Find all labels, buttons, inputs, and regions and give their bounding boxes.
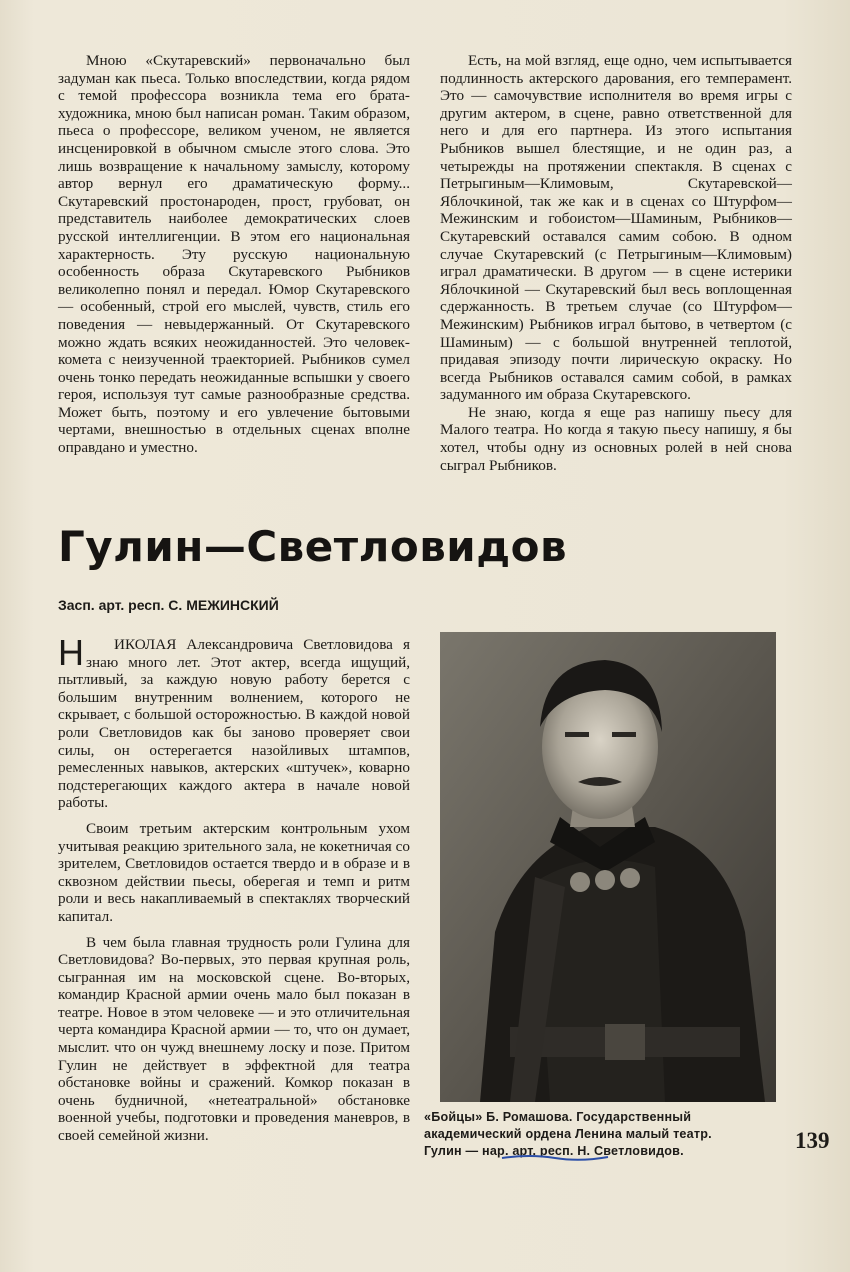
caption-line-3: Гулин — нар. арт. респ. Н. Светловидов. <box>424 1144 684 1158</box>
caption-line-2: академический ордена Ленина малый театр. <box>424 1127 712 1141</box>
paragraph: Своим третьим актерским контрольным ухом учитывая реакцию зрительного зала, не кокетничая со зрителем, Светловидов остается твердо и в образе и в сквозном действии пьесы, оберегая и темп и ритм роли и весь накапливаемый в спектаклях творческий капитал. <box>58 819 410 925</box>
pen-underline-mark <box>500 1152 610 1164</box>
article-headline: Гулин—Светловидов <box>58 522 568 571</box>
article-byline: Засп. арт. респ. С. МЕЖИНСКИЙ <box>58 597 279 613</box>
first-paragraph <box>58 632 410 812</box>
first-paragraph-text: ИКОЛАЯ Александровича Светловидова я знаю много лет. Этот актер, всегда ищущий, пытливый, за каждую новую работу берется с большим внутренним волнением, которого не скрывает, с большой осторожностью. В каждой новой роли Светловидов как бы заново проверяет свои силы, он остерегается назойливых штампов, ремесленных навыков, актерских «штучек», коварно подстерегающих каждого актера в начале новой работы. <box>58 636 410 812</box>
top-left-column <box>58 52 410 457</box>
page-number: 139 <box>795 1128 830 1153</box>
portrait-illustration <box>440 632 776 1102</box>
article-body <box>58 632 410 1145</box>
paragraph: Мною «Скутаревский» первоначально был задуман как пьеса. Только впоследствии, когда рядом с темой профессора возникла тема его брата-художника, мною был написан роман. Таким образом, пьеса о профессоре, великом ученом, не является инсценировкой в обычном смысле этого слова. Это лишь возвращение к начальному замыслу, которому автор вернул его драматическую форму... Скутаревский простонароден, прост, грубоват, он представитель наиболее демократических слоев русской интеллигенции. В этом его национальная характерность. Эту русскую национальную особенность образа Скутаревского Рыбников великолепно понял и передал. Юмор Скутаревского — особенный, строй его мыслей, чувств, стиль его поведения — невыдержанный. От Скутаревского можно ждать всяких неожиданностей. Это человек-комета с неизученной траекторией. Рыбников сумел очень тонко передать неожиданные вспышки у своего героя, используя тут самые разнообразные средства. Может быть, поэтому и его увлечение бытовыми чертами, внешностью в отдельных сценах вполне оправдано и уместно. <box>58 52 410 457</box>
paragraph: В чем была главная трудность роли Гулина для Светловидова? Во-первых, это первая крупная роль, сыгранная им на московской сцене. Во-вторых, командир Красной армии очень мало был показан в театре. Новое в этом человеке — и это отличительная черта командира Красной армии — то, что он думает, мыслит. что он чужд внешнему лоску и позе. Притом Гулин не действует в эффектной для театра обстановке войны и сражений. Комкор показан в очень будничной, «нетеатральной» обстановке военной учебы, подготовки и проведения маневров, в своей семейной жизни. <box>58 933 410 1145</box>
actor-portrait-photo <box>440 632 776 1102</box>
paragraph: Есть, на мой взгляд, еще одно, чем испытывается подлинность актерского дарования, его темперамент. Это — самочувствие исполнителя во время игры с другим актером, в сцене, равно ответственной для него и для его партнера. Из этого испытания Рыбников вышел блестящие, и не один раз, а четырежды на протяжении спектакля. В сценах с Петрыгиным—Климовым, Скутаревской—Яблочкиной, так же как и в сценах со Штурфом—Межинским и гобоистом—Шаминым, Рыбников—Скутаревский оставался самим собою. В одном случае Скутаревский (с Петрыгиным—Климовым) играл драматически. В другом — в сцене истерики Яблочкиной — Скутаревский был весь воплощенная сдержанность. В третьем случае (со Штурфом—Межинским) Рыбников играл бытово, в четвертом (с Шаминым) — с большой внутренней теплотой, придавая эпизоду почти лирическую окраску. Но всегда Рыбников оставался самим собой, в рамках задуманного им образа Скутаревского. <box>440 52 792 404</box>
drop-cap: Н <box>58 632 84 673</box>
caption-line-1: «Бойцы» Б. Ромашова. Государственный <box>424 1110 692 1124</box>
top-right-column <box>440 52 792 474</box>
paragraph: Не знаю, когда я еще раз напишу пьесу для Малого театра. Но когда я такую пьесу напишу, я бы хотел, чтобы одну из основных ролей в ней снова сыграл Рыбников. <box>440 403 792 474</box>
